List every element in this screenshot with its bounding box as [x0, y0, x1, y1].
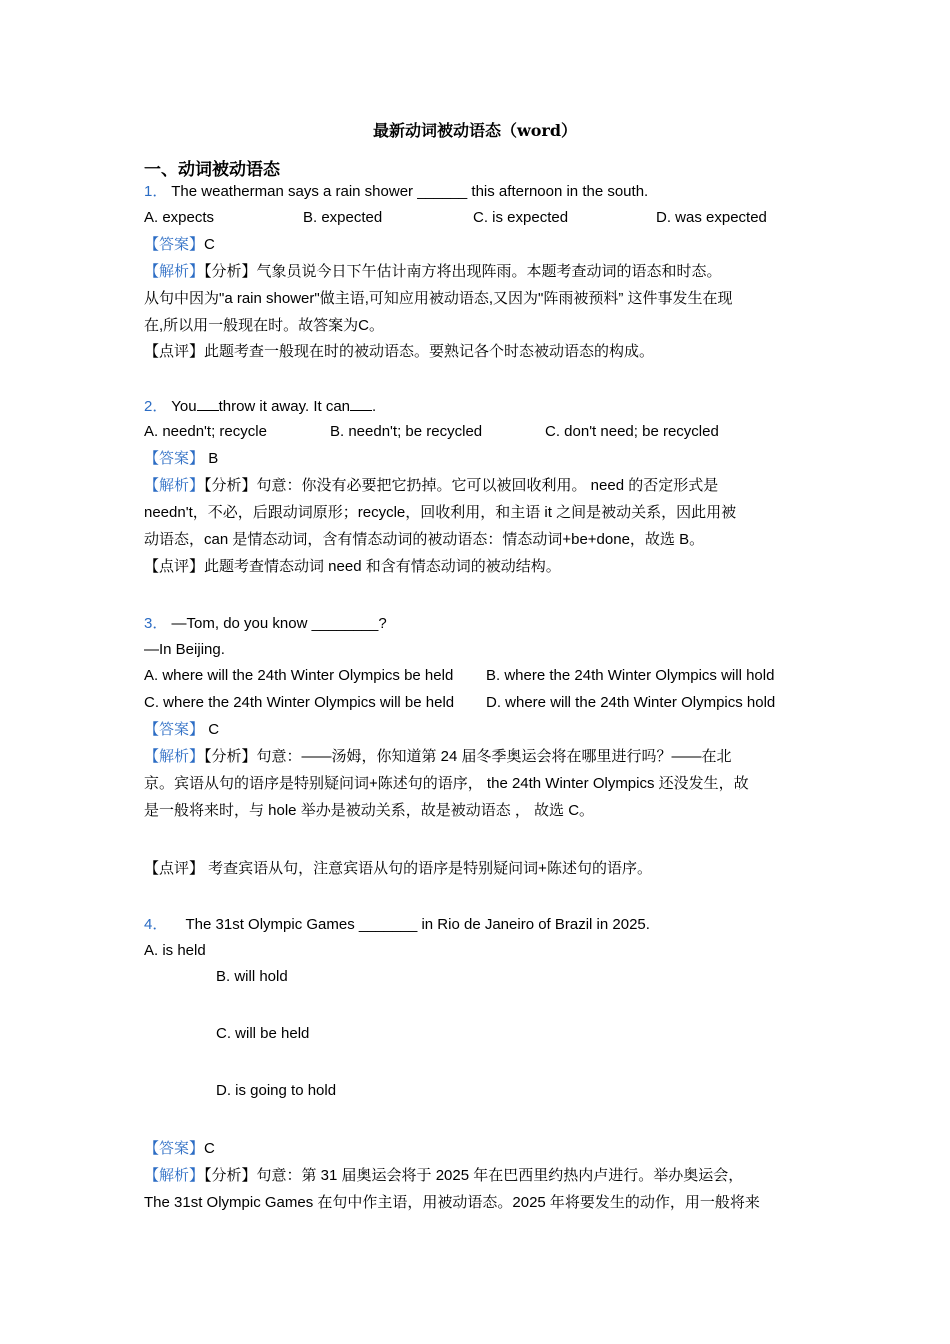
answer-tag: 【答案】: [144, 450, 205, 467]
question-number: 1．: [144, 183, 168, 200]
analysis-text: 【分析】句意：——汤姆，你知道第 24 届冬季奥运会将在哪里进行吗？——在北: [204, 748, 732, 765]
comment-text: 此题考查一般现在时的被动语态。要熟记各个时态被动语态的构成。: [204, 343, 655, 360]
analysis-tag: 【解析】: [144, 263, 205, 280]
analysis-text: needn't，不必，后跟动词原形；recycle，回收利用，和主语 it 之间是被动关系，因此用被: [144, 504, 737, 521]
option-d: D. was expected: [656, 209, 767, 226]
answer-line: [144, 449, 218, 469]
analysis-text: The 31st Olympic Games 在句中作主语，用被动语态。2025 年将要发生的动作，用一般将来: [144, 1194, 760, 1211]
comment-text: 考查宾语从句，注意宾语从句的语序是特别疑问词+陈述句的语序。: [204, 860, 652, 877]
option-a: A. needn't; recycle: [144, 423, 267, 440]
analysis-text: 【分析】句意：第 31 届奥运会将于 2025 年在巴西里约热内卢进行。举办奥运会，: [204, 1167, 744, 1184]
option-c: C. is expected: [473, 209, 569, 226]
question-text: .: [372, 398, 377, 415]
dialogue-reply: —In Beijing.: [144, 641, 225, 658]
comment-line: [144, 859, 652, 879]
analysis-tag: 【解析】: [144, 477, 205, 494]
option-b: B. will hold: [216, 968, 288, 985]
answer-line: [144, 1139, 215, 1159]
question-4-stem: [144, 915, 650, 935]
analysis-tag: 【解析】: [144, 748, 205, 765]
blank-line: [350, 396, 372, 411]
question-text: The weatherman says a rain shower ______ this afternoon in the south.: [171, 183, 649, 200]
analysis-line: [144, 476, 718, 496]
comment-text: 此题考查情态动词 need 和含有情态动词的被动结构。: [204, 558, 561, 575]
document-title: 最新动词被动语态（word）: [372, 121, 578, 140]
option-a: A. where will the 24th Winter Olympics be held: [144, 667, 454, 684]
option-a: A. is held: [144, 942, 206, 959]
answer-value: C: [204, 1140, 215, 1157]
question-text: throw it away. It can: [218, 398, 351, 415]
option-c: C. don't need; be recycled: [545, 423, 719, 440]
analysis-line: [144, 262, 722, 282]
option-c: C. will be held: [216, 1025, 310, 1042]
analysis-line: [144, 747, 732, 767]
analysis-text: 京。宾语从句的语序是特别疑问词+陈述句的语序， the 24th Winter Olympics 还没发生，故: [144, 775, 749, 792]
comment-tag: 【点评】: [144, 558, 205, 575]
question-1-stem: [144, 182, 648, 202]
answer-line: [144, 720, 219, 740]
question-text: —Tom, do you know ________?: [171, 615, 387, 632]
answer-value: C: [208, 721, 220, 738]
option-b: B. needn't; be recycled: [330, 423, 483, 440]
answer-tag: 【答案】: [144, 721, 205, 738]
question-2-stem: [144, 396, 376, 417]
comment-tag: 【点评】: [144, 860, 205, 877]
answer-value: C: [204, 236, 215, 253]
question-text: You: [171, 398, 197, 415]
blank-line: [197, 396, 219, 411]
option-a: A. expects: [144, 209, 215, 226]
option-c: C. where the 24th Winter Olympics will be held: [144, 694, 455, 711]
analysis-text: 【分析】气象员说今日下午估计南方将出现阵雨。本题考查动词的语态和时态。: [204, 263, 722, 280]
answer-tag: 【答案】: [144, 236, 205, 253]
question-number: 3．: [144, 615, 168, 632]
option-d: D. where will the 24th Winter Olympics hold: [486, 694, 776, 711]
question-number: 4．: [144, 916, 168, 933]
analysis-text: 动语态，can 是情态动词，含有情态动词的被动语态：情态动词+be+done，故选 B。: [144, 531, 705, 548]
question-number: 2．: [144, 398, 168, 415]
section-heading: 一、动词被动语态: [144, 160, 280, 179]
analysis-tag: 【解析】: [144, 1167, 205, 1184]
answer-value: B: [208, 450, 219, 467]
answer-line: [144, 235, 215, 255]
analysis-line: [144, 1166, 743, 1186]
analysis-text: 从句中因为"a rain shower"做主语,可知应用被动语态,又因为"阵雨被预料” 这件事发生在现: [144, 290, 733, 307]
analysis-text: 在,所以用一般现在时。故答案为C。: [144, 317, 385, 334]
comment-tag: 【点评】: [144, 343, 205, 360]
analysis-text: 【分析】句意：你没有必要把它扔掉。它可以被回收利用。 need 的否定形式是: [204, 477, 719, 494]
question-3-stem: [144, 614, 387, 634]
option-d: D. is going to hold: [216, 1082, 337, 1099]
comment-line: [144, 342, 654, 362]
analysis-text: 是一般将来时，与 hole 举办是被动关系，故是被动语态 ， 故选 C。: [144, 802, 595, 819]
option-b: B. where the 24th Winter Olympics will hold: [486, 667, 775, 684]
option-b: B. expected: [303, 209, 383, 226]
answer-tag: 【答案】: [144, 1140, 205, 1157]
question-text: The 31st Olympic Games _______ in Rio de Janeiro of Brazil in 2025.: [185, 916, 650, 933]
comment-line: [144, 557, 561, 577]
